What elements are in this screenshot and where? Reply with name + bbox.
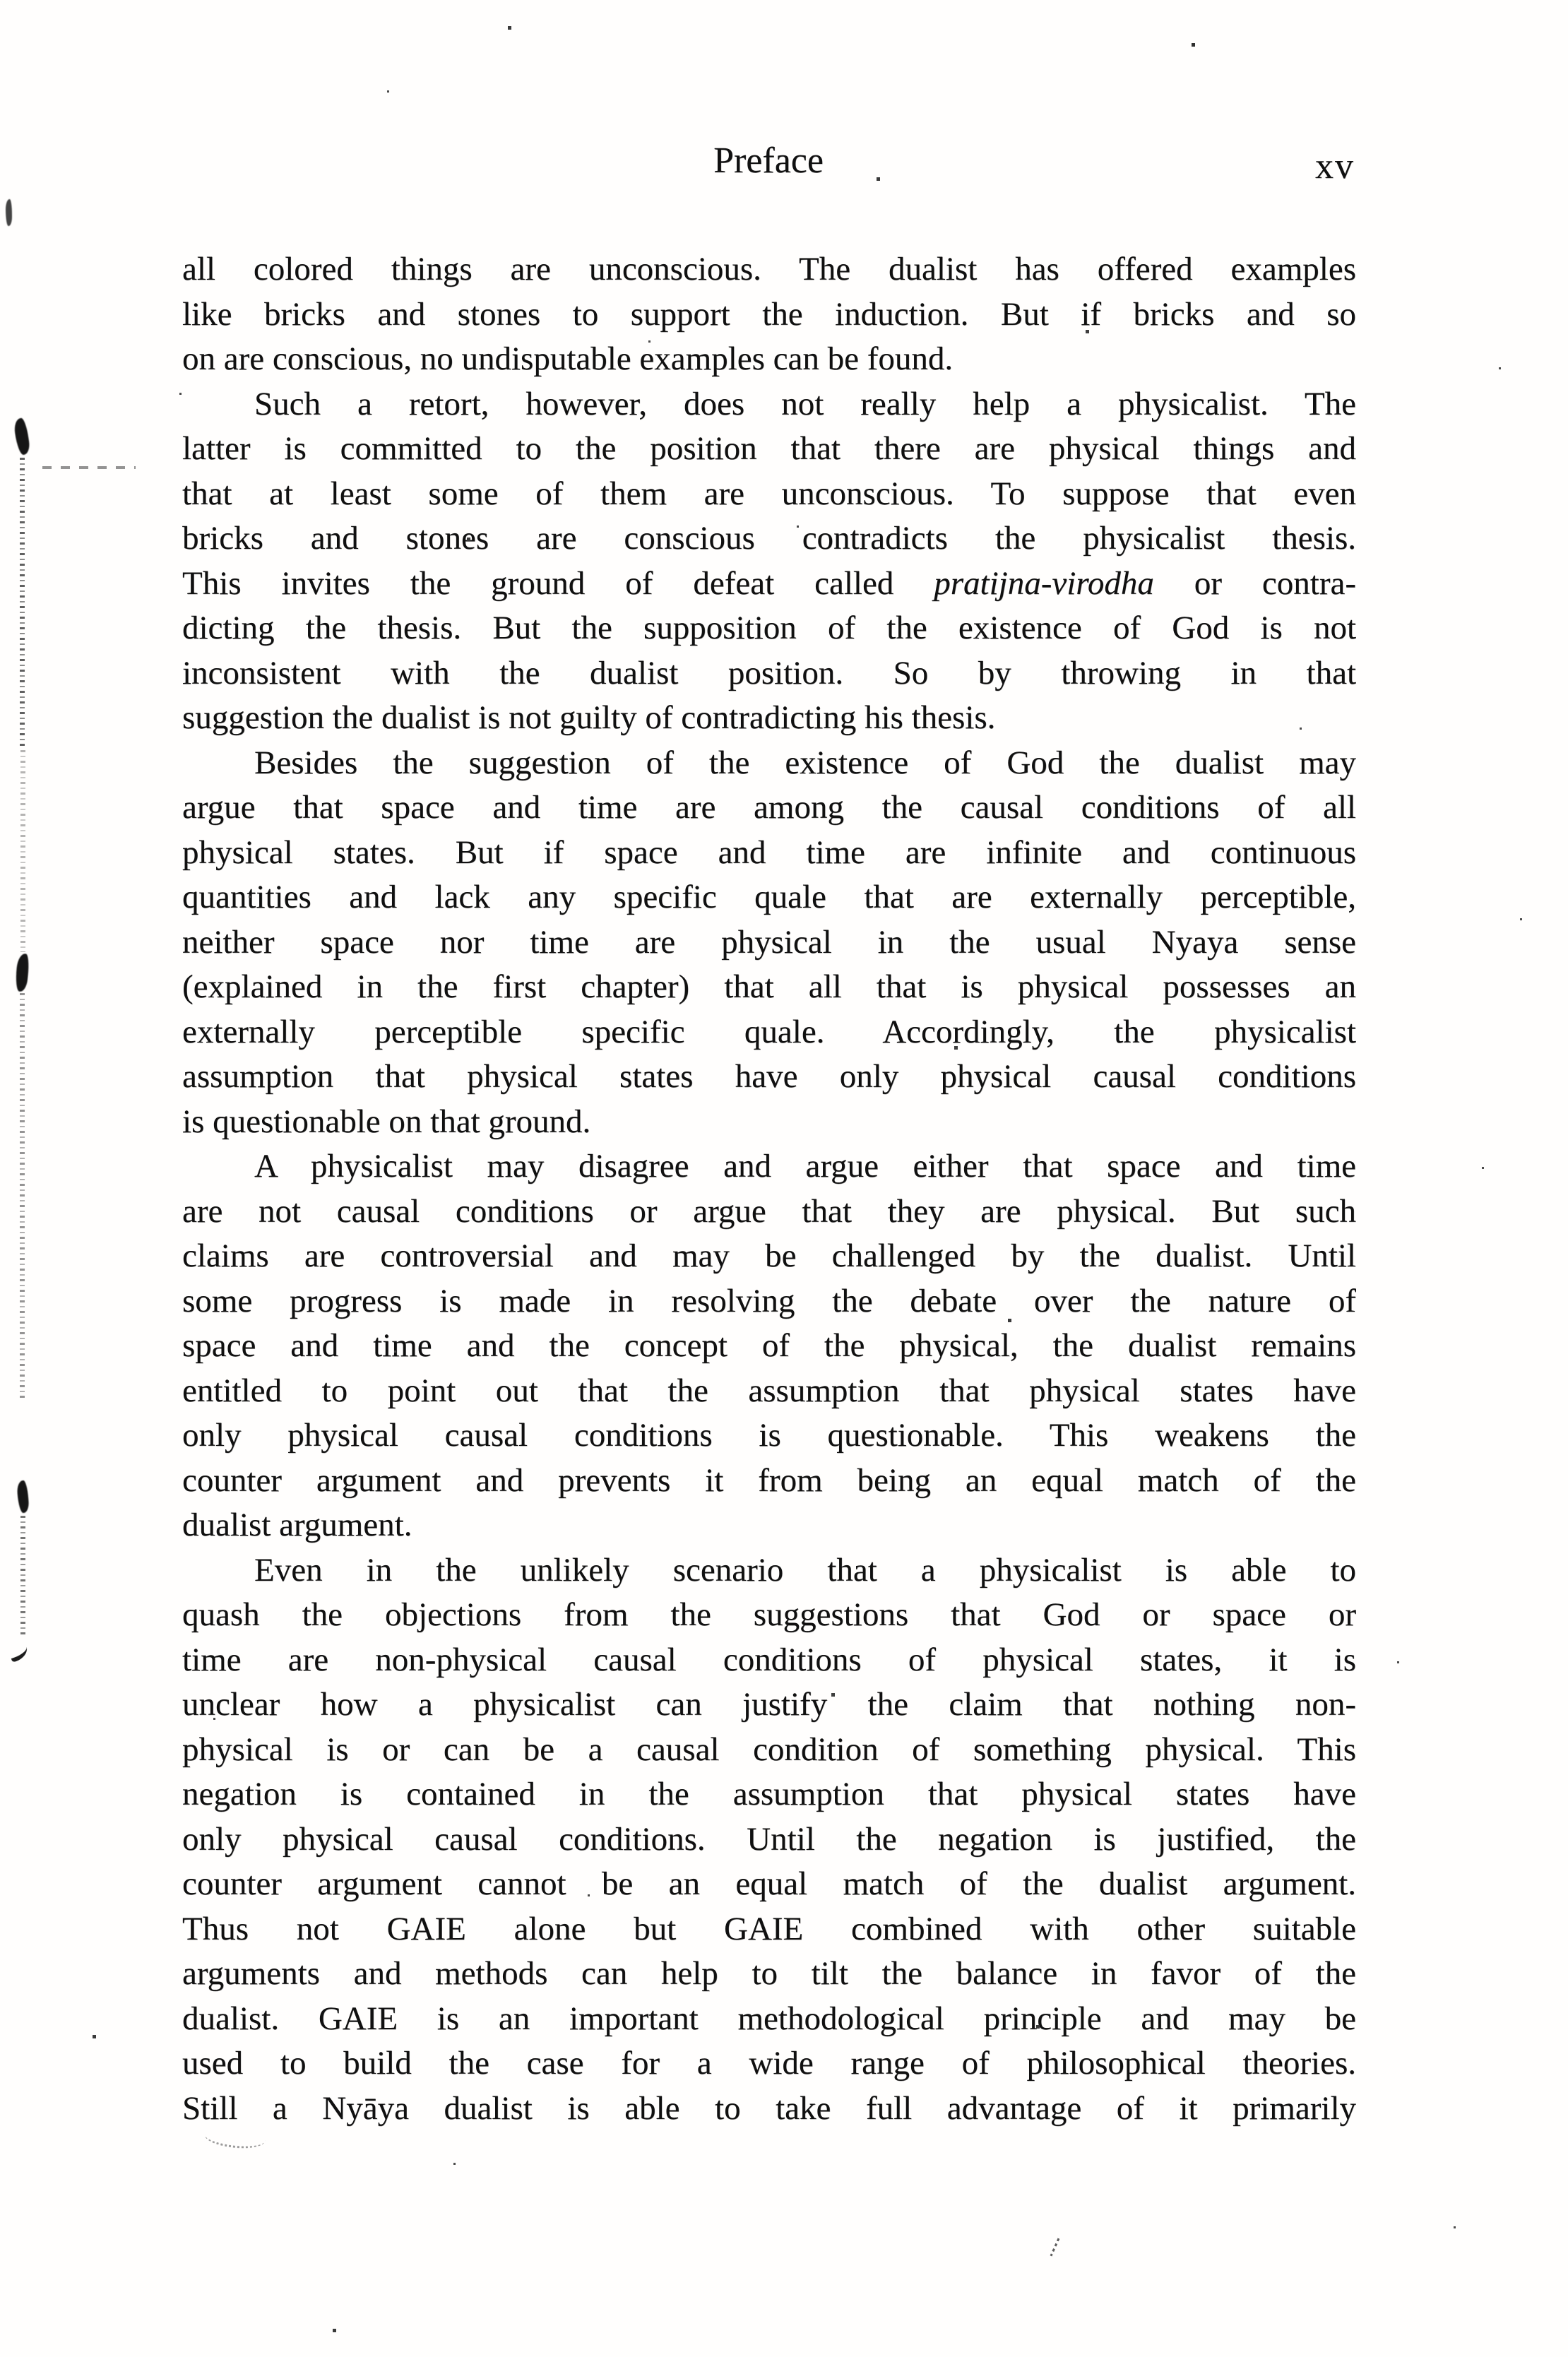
text-line: physical is or can be a causal condition of something physical. This <box>182 1730 1356 1768</box>
text-line: like bricks and stones to support the induction. But if bricks and so <box>182 295 1356 333</box>
text-line: dualist argument. <box>182 1507 412 1543</box>
text-line: latter is committed to the position that there are physical things and <box>182 430 1356 467</box>
text-line: neither space nor time are physical in the usual Nyaya sense <box>182 923 1356 961</box>
running-head <box>182 140 1355 189</box>
scan-artifact <box>20 750 25 952</box>
text-line: Such a retort, however, does not really help a physicalist. The <box>254 385 1356 422</box>
paragraph <box>182 382 1356 741</box>
text-line: are not causal conditions or argue that they are physical. But such <box>182 1192 1356 1230</box>
text-line: is questionable on that ground. <box>182 1103 591 1140</box>
page-title: Preface <box>713 141 824 181</box>
text-line: counter argument cannot be an equal match of the dualist argument. <box>182 1865 1356 1902</box>
scan-artifact <box>8 1644 30 1663</box>
text-line: quash the objections from the suggestions that God or space or <box>182 1596 1356 1633</box>
text-line: Thus not GAIE alone but GAIE combined with other suitable <box>182 1910 1356 1947</box>
scan-artifact <box>16 1480 29 1514</box>
paragraph <box>182 1548 1356 2132</box>
text-line: some progress is made in resolving the debate over the nature of <box>182 1282 1356 1319</box>
scan-artifact <box>1050 2238 1060 2257</box>
paragraph <box>182 1144 1356 1548</box>
text-line: Still a Nyāya dualist is able to take full advantage of it primarily <box>182 2089 1356 2127</box>
scan-artifact <box>20 458 25 747</box>
text-line: space and time and the concept of the physical, the dualist remains <box>182 1327 1356 1364</box>
text-line: only physical causal conditions is questionable. This weakens the <box>182 1417 1356 1454</box>
text-line: on are conscious, no undisputable examples can be found. <box>182 340 954 377</box>
text-line: bricks and stones are conscious contradicts the physicalist thesis. <box>182 520 1356 557</box>
text-line: time are non-physical causal conditions of physical states, it is <box>182 1641 1356 1678</box>
scan-artifact <box>6 199 12 226</box>
text-line: (explained in the first chapter) that all that is physical possesses an <box>182 968 1356 1005</box>
text-line: entitled to point out that the assumption that physical states have <box>182 1372 1356 1409</box>
text-line: suggestion the dualist is not guilty of contradicting his thesis. <box>182 699 996 736</box>
paragraph <box>182 741 1356 1145</box>
text-line: that at least some of them are unconscious. To suppose that even <box>182 475 1356 512</box>
page-number: xv <box>1315 146 1355 186</box>
text-line: quantities and lack any specific quale that are externally perceptible, <box>182 879 1356 915</box>
text-line: dualist. GAIE is an important methodological principle and may be <box>182 2000 1356 2037</box>
text-line: all colored things are unconscious. The dualist has offered examples <box>182 251 1356 287</box>
text-line: argue that space and time are among the causal conditions of all <box>182 789 1356 826</box>
text-line: claims are controversial and may be challenged by the dualist. Until <box>182 1237 1356 1274</box>
text-line: used to build the case for a wide range of philosophical theories. <box>182 2045 1356 2082</box>
text-line: Besides the suggestion of the existence of God the dualist may <box>254 744 1356 781</box>
text-line: physical states. But if space and time are infinite and continuous <box>182 833 1356 871</box>
text-line: negation is contained in the assumption that physical states have <box>182 1776 1356 1812</box>
body-text <box>182 247 1356 2131</box>
text-line: This invites the ground of defeat called pratijna-virodha or contra- <box>182 564 1356 602</box>
text-line: assumption that physical states have only physical causal conditions <box>182 1058 1356 1095</box>
text-line: unclear how a physicalist can justify the claim that nothing non- <box>182 1686 1356 1723</box>
text-line: A physicalist may disagree and argue either that space and time <box>254 1148 1356 1185</box>
text-line: counter argument and prevents it from being an equal match of the <box>182 1461 1356 1499</box>
scan-artifact <box>13 417 30 456</box>
text-line: Even in the unlikely scenario that a physicalist is able to <box>254 1551 1356 1589</box>
text-line: only physical causal conditions. Until the negation is justified, the <box>182 1820 1356 1858</box>
text-line: inconsistent with the dualist position. So by throwing in that <box>182 654 1356 691</box>
text-line: dicting the thesis. But the supposition of the existence of God is not <box>182 610 1356 646</box>
text-line: arguments and methods can help to tilt the balance in favor of the <box>182 1955 1356 1992</box>
scan-artifact <box>42 466 136 469</box>
scan-artifact <box>14 953 30 992</box>
text-line: externally perceptible specific quale. Accordingly, the physicalist <box>182 1013 1356 1050</box>
scan-artifact <box>20 993 25 1401</box>
scan-artifact <box>20 1516 25 1634</box>
scan-artifact <box>0 0 2 2</box>
paragraph <box>182 247 1356 382</box>
